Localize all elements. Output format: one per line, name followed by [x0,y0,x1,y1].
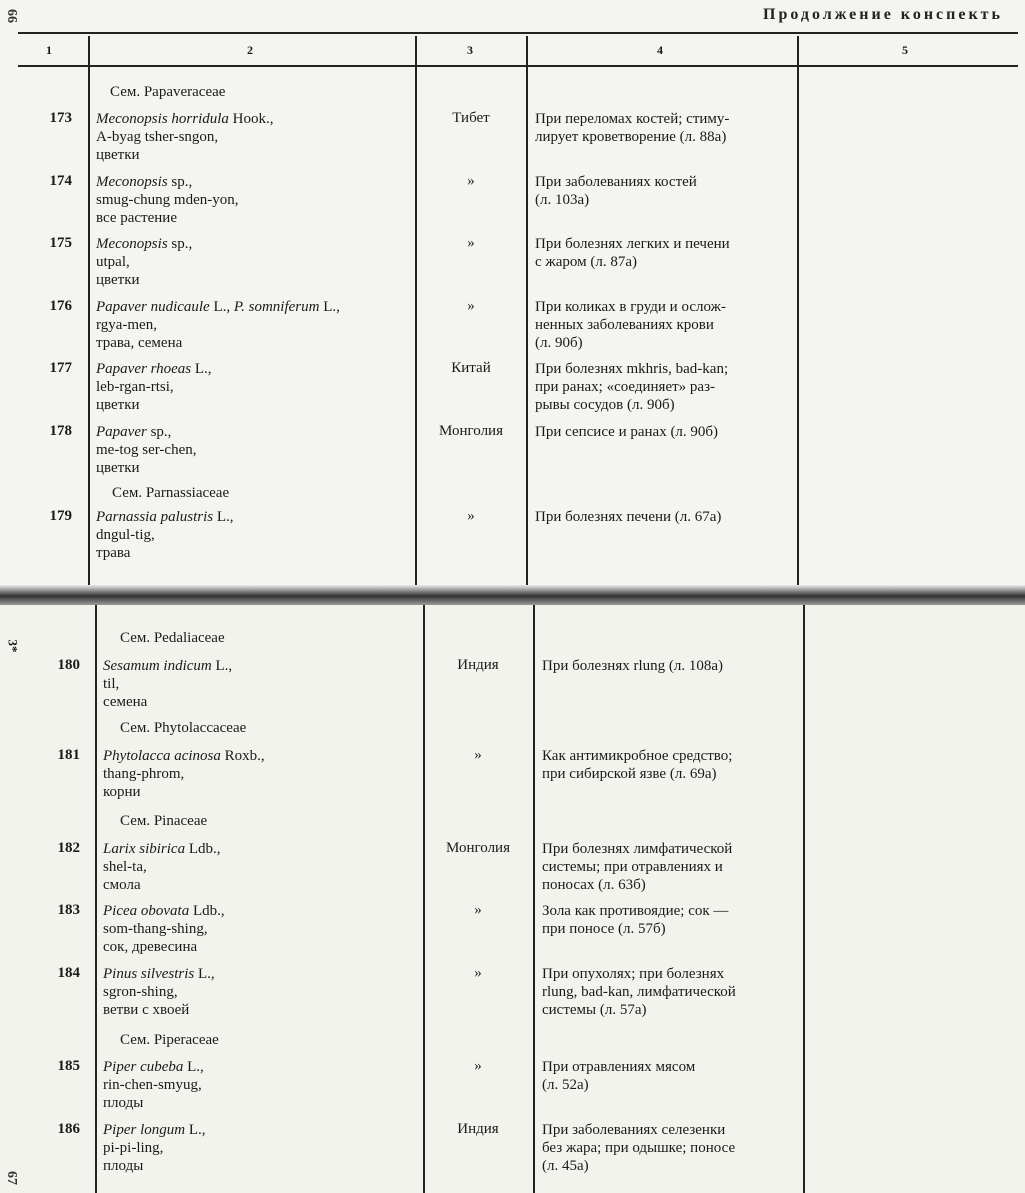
use-line: рывы сосудов (л. 90б) [535,397,675,413]
column-header-1: 1 [46,43,52,57]
use-line: При коликах в груди и ослож- [535,299,726,315]
column-header-4: 4 [657,43,663,57]
entry-number: 186 [57,1121,80,1137]
latin-name: Picea obovata [103,903,190,919]
author: sp., [167,174,193,190]
origin: » [474,902,482,918]
author: Ldb., [189,903,225,919]
use-line: При переломах костей; стиму- [535,111,730,127]
author: sp., [167,236,193,252]
family-heading: Сем. Parnassiaceae [112,485,230,501]
use-line: (л. 52а) [542,1077,589,1093]
header-bottom-rule [18,65,1018,67]
origin: Монголия [439,423,503,439]
entry-number: 184 [57,965,80,981]
author: L., [191,361,212,377]
family-heading: Сем. Piperaceae [120,1032,219,1048]
entry-number: 173 [49,110,72,126]
entry-number: 175 [49,235,72,251]
author: Hook., [228,111,274,127]
use-line: поносах (л. 63б) [542,877,646,893]
use-line: При заболеваниях костей [535,174,697,190]
column-header-2: 2 [247,43,253,57]
plant-part: цветки [96,147,140,163]
use-line: (л. 103а) [535,192,590,208]
tibetan-name: til, [103,676,120,692]
latin-name-2: P. somniferum [233,299,320,315]
species-entry [96,360,212,414]
medical-use [535,298,785,352]
medical-use [542,1058,792,1094]
use-line: При болезнях mkhris, bad-kan; [535,361,729,377]
species-entry [96,423,197,477]
species-entry [103,840,221,894]
plant-part: цветки [96,397,140,413]
medical-use [542,840,792,894]
latin-name: Pinus silvestris [103,966,195,982]
column-divider [803,605,805,1193]
medical-use [535,110,785,146]
plant-part: цветки [96,272,140,288]
page-66 [0,0,1025,585]
medical-use [535,508,785,526]
entry-number: 179 [49,508,72,524]
origin: » [467,173,475,189]
tibetan-name: me-tog ser-chen, [96,442,197,458]
author: Roxb., [220,748,265,764]
origin: Монголия [446,840,510,856]
plant-part: корни [103,784,141,800]
entry-number: 177 [49,360,72,376]
entry-number: 181 [57,747,80,763]
origin: » [467,298,475,314]
author: L., [185,1122,206,1138]
column-divider [797,36,799,585]
latin-name: Meconopsis [96,174,168,190]
use-line: системы (л. 57а) [542,1002,647,1018]
latin-name: Meconopsis horridula [96,111,229,127]
page-number-66: 66 [4,9,19,23]
species-entry [96,110,274,164]
entry-number: 176 [49,298,72,314]
latin-name: Papaver nudicaule [96,299,210,315]
use-line: при поносе (л. 57б) [542,921,666,937]
author: L., [211,658,233,674]
medical-use [542,965,792,1019]
medical-use [542,902,792,938]
species-entry [96,508,234,562]
column-divider [533,605,535,1193]
plant-part: цветки [96,460,140,476]
species-entry [96,173,238,227]
family-heading: Сем. Papaveraceae [110,84,226,100]
tibetan-name: shel-ta, [103,859,147,875]
tibetan-name: rin-chen-smyug, [103,1077,202,1093]
column-divider [95,605,97,1193]
species-entry [103,747,265,801]
origin: Индия [457,657,499,673]
origin: » [467,235,475,251]
use-line: ненных заболеваниях крови [535,317,714,333]
origin: » [467,508,475,524]
latin-name: Larix sibirica [103,841,186,857]
latin-name: Piper longum [103,1122,186,1138]
plant-part: плоды [103,1158,144,1174]
use-line: При заболеваниях селезенки [542,1122,726,1138]
species-entry [103,1058,204,1112]
species-entry [103,657,232,711]
table-top-rule [18,32,1018,34]
author: L., [194,966,215,982]
origin: » [474,965,482,981]
entry-number: 182 [57,840,80,856]
medical-use [542,747,792,783]
tibetan-name: utpal, [96,254,130,270]
latin-name: Papaver [96,424,147,440]
use-line: При болезнях печени (л. 67а) [535,509,722,525]
use-line: при ранах; «соединяет» раз- [535,379,715,395]
latin-name: Meconopsis [96,236,168,252]
use-line: Зола как противоядие; сок — [542,903,729,919]
entry-number: 183 [57,902,80,918]
plant-part: все растение [96,210,177,226]
column-header-5: 5 [902,43,908,57]
medical-use [542,1121,792,1175]
use-line: при сибирской язве (л. 69а) [542,766,717,782]
plant-part: семена [103,694,148,710]
latin-name: Phytolacca acinosa [103,748,221,764]
use-line: При опухолях; при болезнях [542,966,725,982]
entry-number: 180 [57,657,80,673]
latin-name: Sesamum indicum [103,658,212,674]
column-divider [88,36,90,585]
column-header-3: 3 [467,43,473,57]
author: Ldb., [185,841,221,857]
species-entry [96,298,340,352]
plant-part: ветви с хвоей [103,1002,190,1018]
page-67 [0,605,1025,1193]
use-line: rlung, bad-kan, лимфатической [542,984,736,1000]
page-number-67: 67 [4,1171,19,1185]
author: L., [213,509,234,525]
entry-number: 174 [49,173,72,189]
use-line: При отравлениях мясом [542,1059,696,1075]
entry-number: 178 [49,423,72,439]
tibetan-name: som-thang-shing, [103,921,208,937]
medical-use [535,173,785,209]
tibetan-name: sgron-shing, [103,984,178,1000]
latin-name: Parnassia palustris [96,509,214,525]
tibetan-name: A-byag tsher-sngon, [96,129,219,145]
species-entry [103,965,215,1019]
latin-name: Papaver rhoeas [96,361,192,377]
use-line: При сепсисе и ранах (л. 90б) [535,424,719,440]
plant-part: смола [103,877,141,893]
column-divider [526,36,528,585]
latin-name: Piper cubeba [103,1059,184,1075]
author-2: L., [319,299,340,315]
family-heading: Сем. Pedaliaceae [120,630,225,646]
use-line: с жаром (л. 87а) [535,254,638,270]
tibetan-name: pi-pi-ling, [103,1140,164,1156]
family-heading: Сем. Phytolaccaceae [120,720,247,736]
medical-use [535,423,785,441]
use-line: (л. 45а) [542,1158,589,1174]
species-entry [96,235,192,289]
use-line: лирует кроветворение (л. 88а) [535,129,727,145]
tibetan-name: smug-chung mden-yon, [96,192,239,208]
tibetan-name: leb-rgan-rtsi, [96,379,174,395]
plant-part: трава [96,545,131,561]
use-line: системы; при отравлениях и [542,859,723,875]
use-line: Как антимикробное средство; [542,748,733,764]
column-divider [423,605,425,1193]
author: L., [209,299,234,315]
species-entry [103,902,225,956]
plant-part: трава, семена [96,335,183,351]
use-line: При болезнях легких и печени [535,236,730,252]
author: sp., [146,424,172,440]
tibetan-name: dngul-tig, [96,527,155,543]
species-entry [103,1121,206,1175]
family-heading: Сем. Pinaceae [120,813,208,829]
entry-number: 185 [57,1058,80,1074]
use-line: (л. 90б) [535,335,583,351]
medical-use [535,360,785,414]
author: L., [183,1059,204,1075]
running-head: Продолжение конспекть [763,6,1003,23]
origin: » [474,1058,482,1074]
plant-part: плоды [103,1095,144,1111]
tibetan-name: rgya-men, [96,317,157,333]
origin: » [474,747,482,763]
origin: Индия [457,1121,499,1137]
plant-part: сок, древесина [103,939,198,955]
origin: Тибет [452,110,490,126]
use-line: без жара; при одышке; поносе [542,1140,736,1156]
use-line: При болезнях лимфатической [542,841,733,857]
use-line: При болезнях rlung (л. 108а) [542,658,724,674]
medical-use [542,657,792,675]
signature-mark: 3* [5,639,21,653]
origin: Китай [451,360,491,376]
tibetan-name: thang-phrom, [103,766,185,782]
medical-use [535,235,785,271]
book-gutter-shadow [0,585,1025,605]
